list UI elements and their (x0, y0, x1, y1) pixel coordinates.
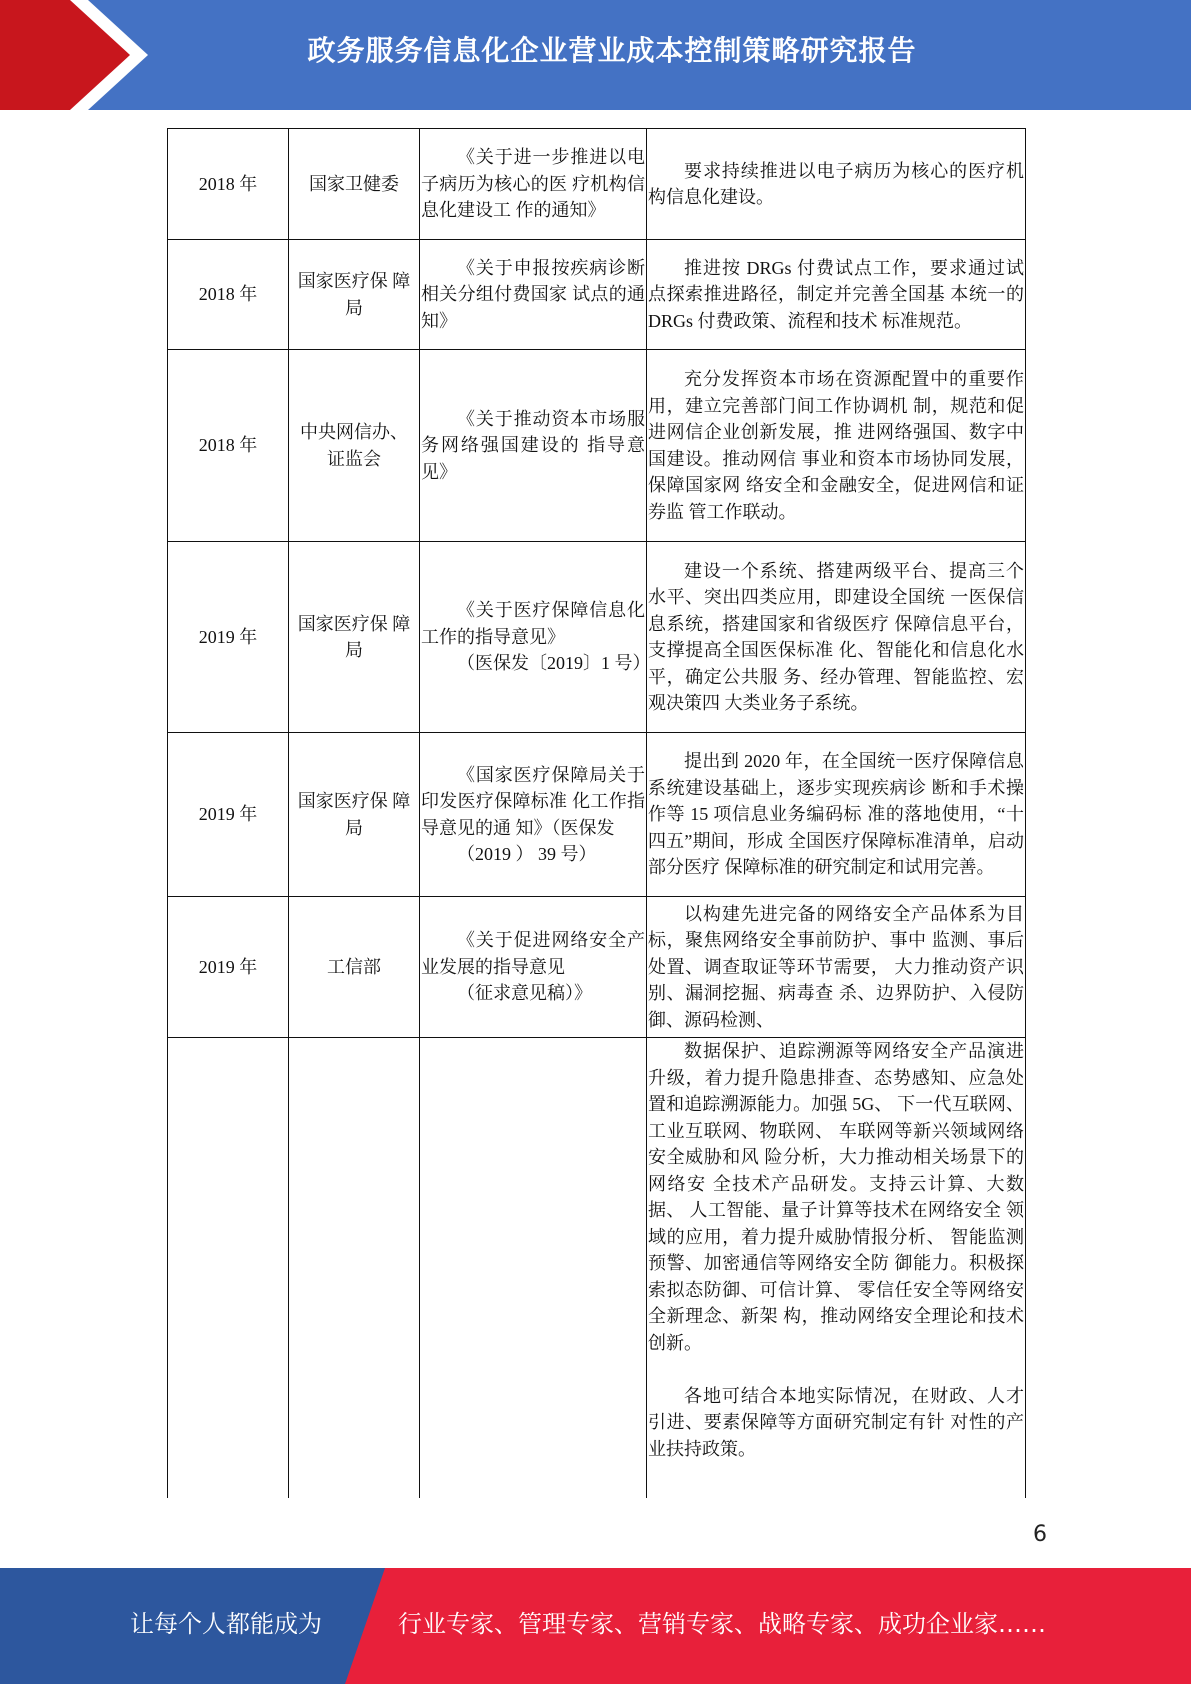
department-cell: 国家医疗保 障局 (289, 542, 420, 733)
description-cell (647, 350, 1026, 542)
table-row (168, 733, 1026, 897)
department-cell: 工信部 (289, 897, 420, 1038)
table-row (168, 129, 1026, 240)
document-cell (420, 542, 651, 733)
table-row (168, 542, 1026, 733)
year-cell: 2018 年 (168, 350, 289, 542)
description-text: 建设一个系统、搭建两级平台、提高三个水平、突出四类应用，即建设全国统 一医保信息系统，搭建国家和省级医疗 保障信息平台，支撑提高全国医保标准 化、智能化和信息化水平，确定公共服 务、经办管理、智能监控、宏观决策四 大类业务子系统。 (648, 560, 1024, 713)
policy-table (167, 128, 1026, 1498)
department-cell (289, 1038, 420, 1498)
document-title: 《关于医疗保障信息化工作的指导意见》 (421, 600, 645, 647)
page-footer (0, 1568, 1191, 1684)
year-cell: 2019 年 (168, 897, 289, 1038)
description-cell (647, 129, 1026, 240)
department-cell: 国家医疗保 障局 (289, 240, 420, 350)
description-text: 各地可结合本地实际情况，在财政、人才引进、要素保障等方面研究制定有针 对性的产业扶持政策。 (648, 1385, 1024, 1459)
department-cell: 中央网信办、证监会 (289, 350, 420, 542)
description-cell (647, 733, 1026, 897)
table-row (168, 1038, 1026, 1498)
document-cell (420, 897, 647, 1038)
table-row (168, 897, 1026, 1038)
department-cell: 国家医疗保 障局 (289, 733, 420, 897)
document-number: （医保发〔2019〕1 号） (457, 653, 651, 674)
description-cell (647, 1038, 1026, 1498)
department-cell: 国家卫健委 (289, 129, 420, 240)
document-cell (420, 240, 647, 350)
description-text: 要求持续推进以电子病历为核心的医疗机构信息化建设。 (648, 160, 1024, 207)
document-cell (420, 733, 647, 897)
document-cell (420, 350, 647, 542)
year-cell (168, 1038, 289, 1498)
document-title: 《关于推动资本市场服务网络强国建设的 指导意见》 (421, 408, 645, 482)
footer-slogan-right: 行业专家、管理专家、营销专家、战略专家、成功企业家…… (398, 1610, 1046, 1638)
description-cell (647, 542, 1026, 733)
year-cell: 2019 年 (168, 542, 289, 733)
year-cell: 2018 年 (168, 240, 289, 350)
table-row (168, 240, 1026, 350)
description-cell (647, 897, 1026, 1038)
document-cell (420, 129, 647, 240)
document-title: 《关于进一步推进以电子病历为核心的医 疗机构信息化建设工 作的通知》 (421, 147, 645, 221)
document-subtitle: （征求意见稿）》 (457, 983, 592, 1004)
document-number: （2019 ） 39 号） (457, 844, 597, 864)
page-header (0, 0, 1191, 110)
description-text: 推进按 DRGs 付费试点工作，要求通过试点探索推进路径，制定并完善全国基 本统一的 DRGs 付费政策、流程和技术 标准规范。 (648, 257, 1024, 331)
document-title: 《关于促进网络安全产业发展的指导意见 (421, 930, 645, 977)
footer-slogan-left: 让每个人都能成为 (130, 1610, 322, 1638)
description-text: 数据保护、追踪溯源等网络安全产品演进升级，着力提升隐患排查、态势感知、应急处置和追踪溯源能力。加强 5G、 下一代互联网、工业互联网、物联网、 车联网等新兴领域网络安全威胁和风 险分析，大力推动相关场景下的网络安 全技术产品研发。支持云计算、大数据、 人工智能、量子计算等技术在网络安全 领域的应用，着力提升威胁情报分析、 智能监测预警、加密通信等网络安全防 御能力。积极探索拟态防御、可信计算、 零信任安全等网络安全新理念、新架 构，推动网络安全理论和技术创新。 (648, 1041, 1024, 1353)
document-cell (420, 1038, 647, 1498)
description-text: 充分发挥资本市场在资源配置中的重要作用，建立完善部门间工作协调机 制，规范和促进网信企业创新发展，推 进网络强国、数字中国建设。推动网信 事业和资本市场协同发展，保障国家网 络安全和金融安全，促进网信和证券监 管工作联动。 (648, 369, 1024, 522)
paragraph-gap (648, 1356, 1024, 1383)
document-title: 《关于申报按疾病诊断相关分组付费国家 试点的通知》 (421, 257, 645, 331)
description-text: 提出到 2020 年，在全国统一医疗保障信息系统建设基础上，逐步实现疾病诊 断和手术操作等 15 项信息业务编码标 准的落地使用，“十四五”期间，形成 全国医疗保障标准清单，启动部分医疗 保障标准的研究制定和试用完善。 (648, 751, 1024, 878)
year-cell: 2019 年 (168, 733, 289, 897)
description-cell (647, 240, 1026, 350)
table-row (168, 350, 1026, 542)
description-text: 以构建先进完备的网络安全产品体系为目标，聚焦网络安全事前防护、事中 监测、事后处置、调查取证等环节需要， 大力推动资产识别、漏洞挖掘、病毒查 杀、边界防护、入侵防御、源码检测、 (648, 903, 1024, 1030)
page-number: 6 (1033, 1522, 1047, 1547)
year-cell: 2018 年 (168, 129, 289, 240)
report-title: 政务服务信息化企业营业成本控制策略研究报告 (307, 34, 917, 67)
document-title: 《国家医疗保障局关于印发医疗保障标准 化工作指导意见的通 知》（医保发 (421, 764, 645, 838)
